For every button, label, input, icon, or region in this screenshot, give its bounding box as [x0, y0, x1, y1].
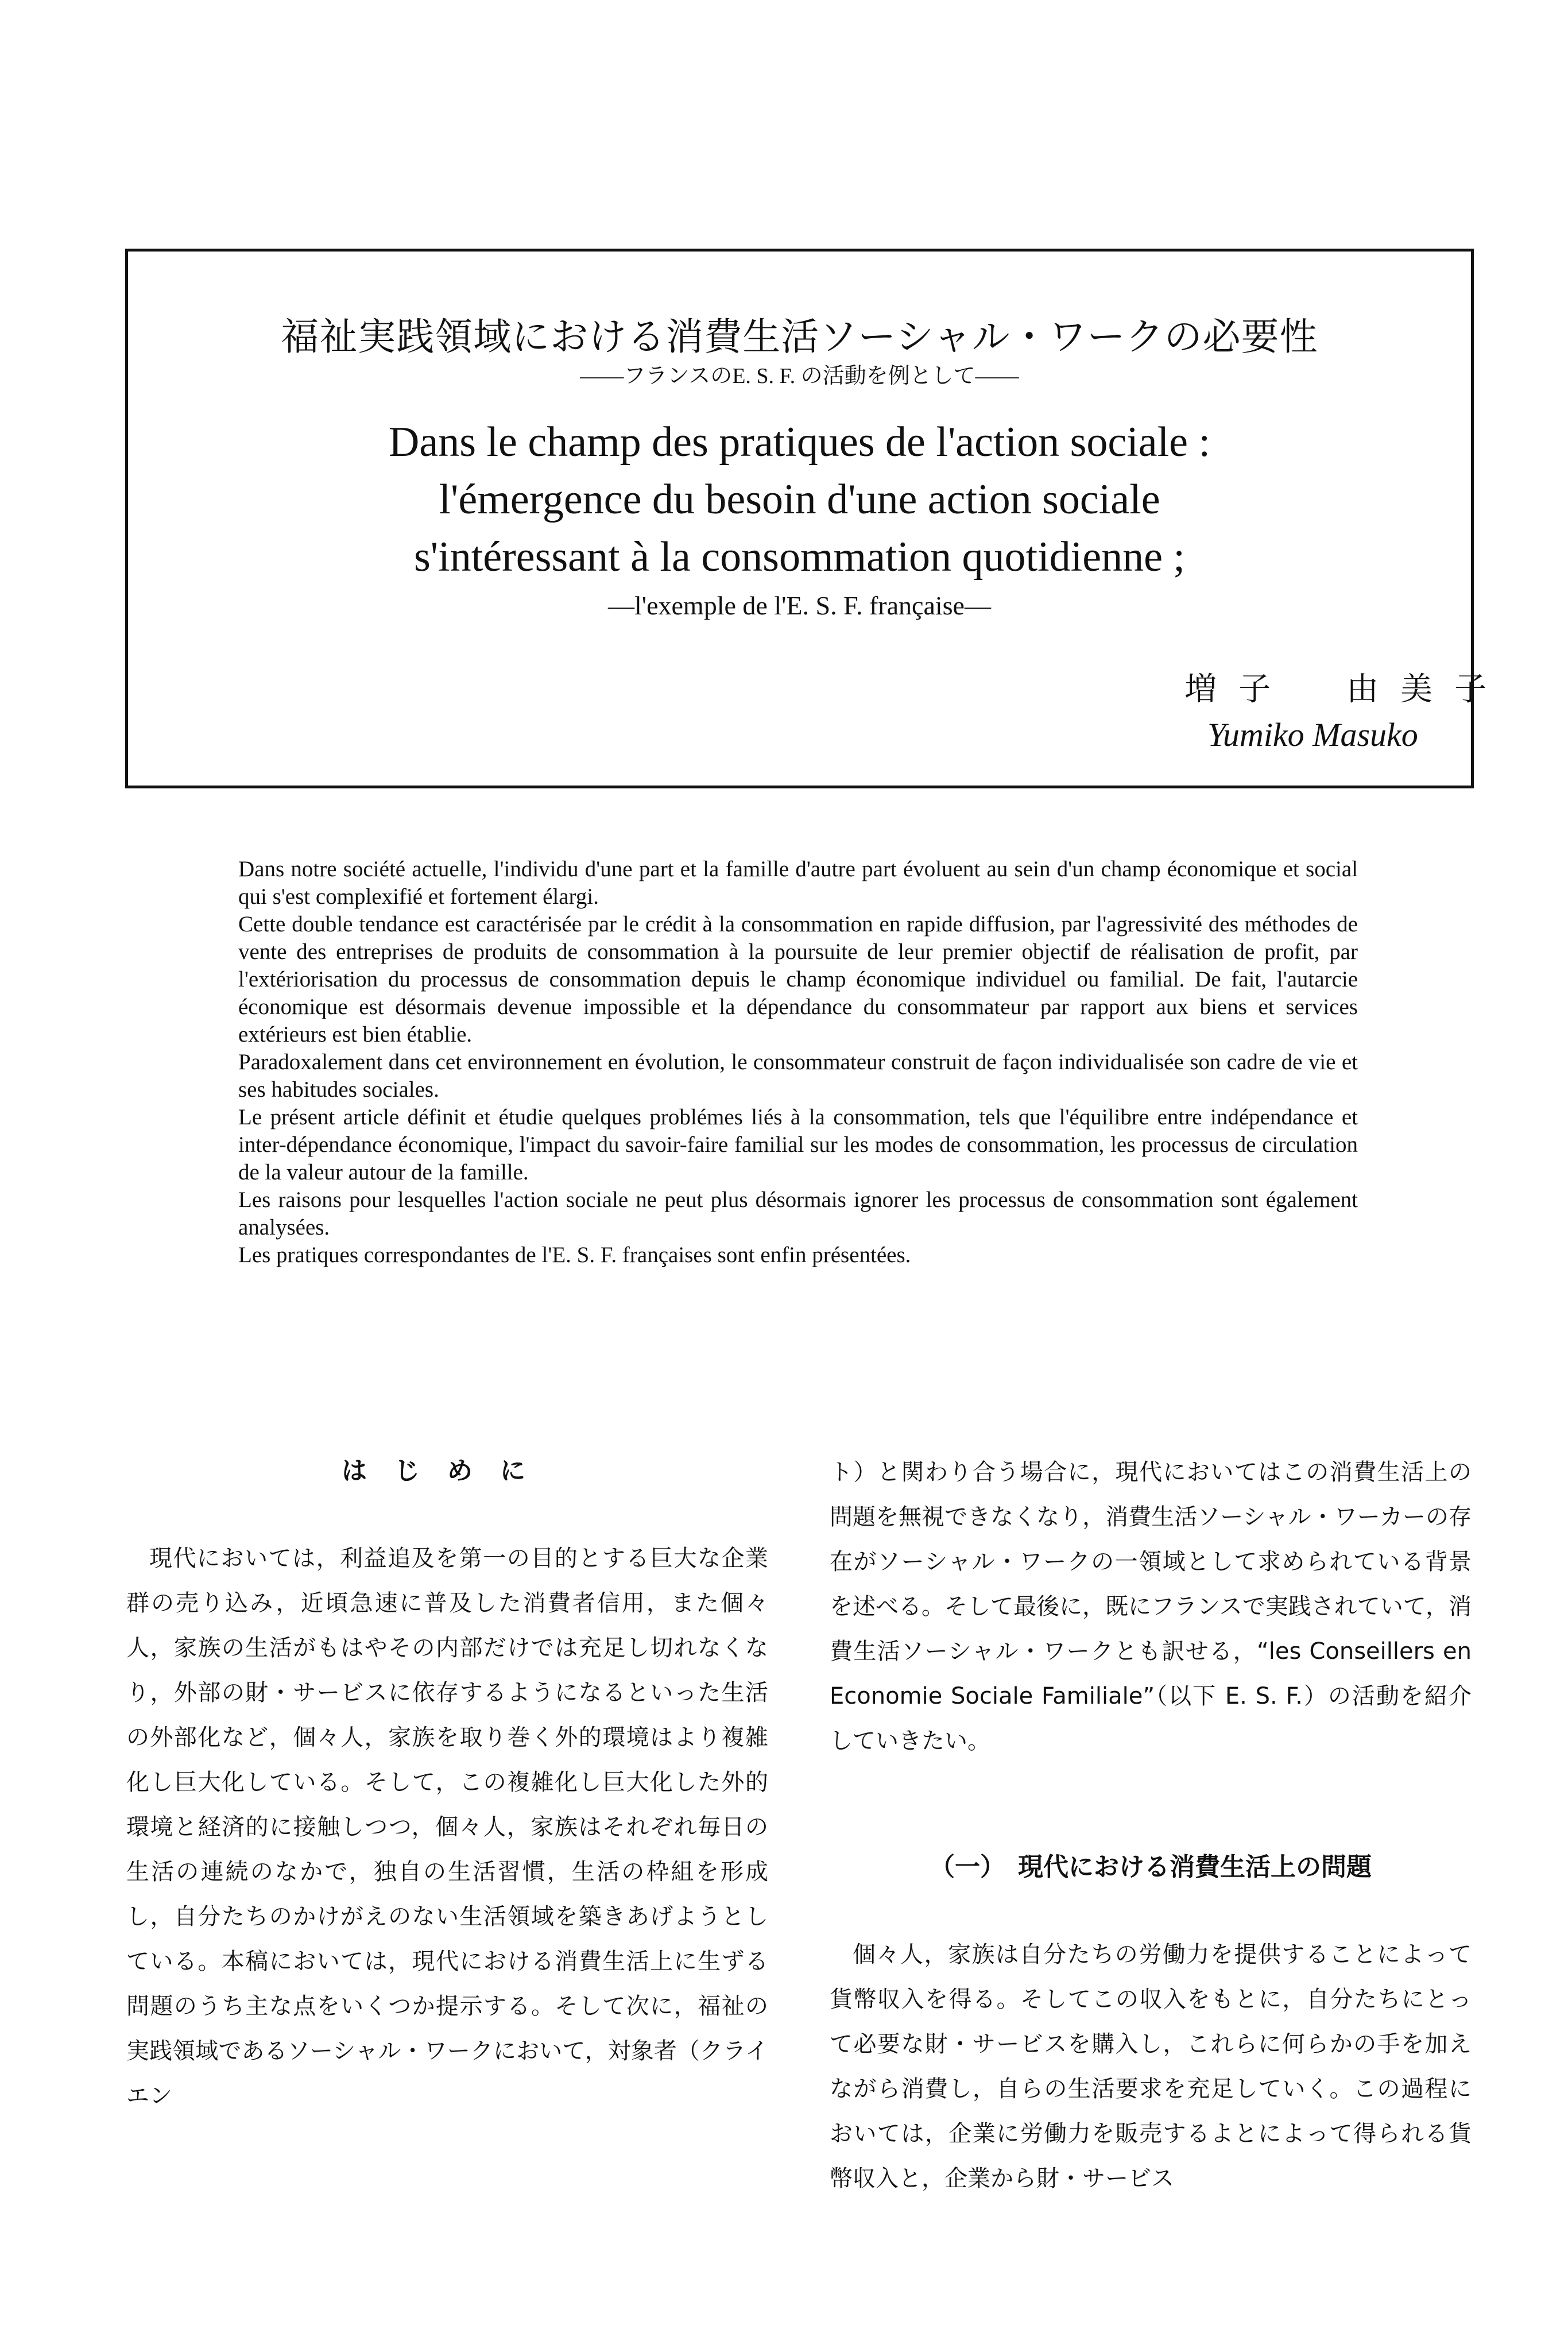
- section-heading-introduction: はじめに: [342, 1456, 553, 1485]
- abstract-paragraph: Les pratiques correspondantes de l'E. S. F. françaises sont enfin présentées.: [238, 1243, 911, 1267]
- section-heading-1: （一） 現代における消費生活上の問題: [930, 1852, 1372, 1882]
- title-box: [125, 249, 1508, 788]
- abstract: [238, 856, 1358, 1269]
- abstract-paragraph: Le présent article définit et étudie quelques problémes liés à la consommation, tels que l'équilibre entre indépendance et inter-dépendance économique, l'impact du savoir-faire familial sur les modes de consommation, les processus de circulation de la valeur autour de la famille.: [238, 1105, 1358, 1185]
- abstract-paragraph: Les raisons pour lesquelles l'action sociale ne peut plus désormais ignorer les processus de consommation sont également analysées.: [238, 1187, 1358, 1240]
- body-left-column: [126, 1536, 768, 2118]
- body-right-column: [830, 1450, 1472, 1763]
- abstract-paragraph: Cette double tendance est caractérisée par le crédit à la consommation en rapide diffusion, par l'agressivité des méthodes de vente des entreprises de produits de consommation à la poursuite de leur premier objectif de réalisation de profit, par l'extériorisation du processus de consommation depuis le champ économique individuel ou familial. De fait, l'autarcie économique est désormais devenue impossible et la dépendance du consommateur par rapport aux biens et services extérieurs est bien établie.: [238, 912, 1358, 1047]
- body-right-column-continued: [830, 1932, 1472, 2201]
- author-name-english: Yumiko Masuko: [1207, 716, 1418, 753]
- abstract-paragraph: Dans notre société actuelle, l'individu d'une part et la famille d'autre part évoluent au sein d'un champ économique et social qui s'est complexifié et fortement élargi.: [238, 857, 1358, 909]
- author-name-japanese: 増子 由美子: [1184, 672, 1508, 707]
- body-paragraph: 現代においては，利益追及を第一の目的とする巨大な企業群の売り込み，近頃急速に普及した消費者信用，また個々人，家族の生活がもはやその内部だけでは充足し切れなくなり，外部の財・サービスに依存するようになるといった生活の外部化など，個々人，家族を取り巻く外的環境はより複雑化し巨大化している。そして，この複雑化し巨大化した外的環境と経済的に接触しつつ，個々人，家族はそれぞれ毎日の生活の連続のなかで，独自の生活習慣，生活の枠組を形成し，自分たちのかけがえのない生活領域を築きあげようとしている。本稿においては，現代における消費生活上に生ずる問題のうち主な点をいくつか提示する。そして次に，福祉の実践領域であるソーシャル・ワークにおいて，対象者（クライエン: [126, 1545, 768, 2109]
- french-title-line-3: s'intéressant à la consommation quotidienne ;: [414, 533, 1185, 581]
- body-paragraph: ト）と関わり合う場合に，現代においてはこの消費生活上の問題を無視できなくなり，消費生活ソーシャル・ワーカーの存在がソーシャル・ワークの一領域として求められている背景を述べる。そして最後に，既にフランスで実践されていて，消費生活ソーシャル・ワークとも訳せる，“les Conseillers en Economie Sociale Familiale”（以下 E. S. F.）の活動を紹介していきたい。: [830, 1459, 1472, 1754]
- body-paragraph: 個々人，家族は自分たちの労働力を提供することによって貨幣収入を得る。そしてこの収入をもとに，自分たちにとって必要な財・サービスを購入し，これらに何らかの手を加えながら消費し，自らの生活要求を充足していく。この過程においては，企業に労働力を販売するよとによって得られる貨幣収入と，企業から財・サービス: [830, 1941, 1472, 2192]
- japanese-subtitle: ――フランスのE. S. F. の活動を例として――: [580, 364, 1019, 388]
- french-subtitle: —l'exemple de l'E. S. F. française—: [608, 591, 991, 620]
- japanese-title: 福祉実践領域における消費生活ソーシャル・ワークの必要性: [281, 316, 1318, 358]
- french-title-line-2: l'émergence du besoin d'une action sociale: [439, 476, 1160, 523]
- abstract-paragraph: Paradoxalement dans cet environnement en évolution, le consommateur construit de façon individualisée son cadre de vie et ses habitudes sociales.: [238, 1050, 1358, 1102]
- french-title-line-1: Dans le champ des pratiques de l'action sociale :: [388, 419, 1211, 466]
